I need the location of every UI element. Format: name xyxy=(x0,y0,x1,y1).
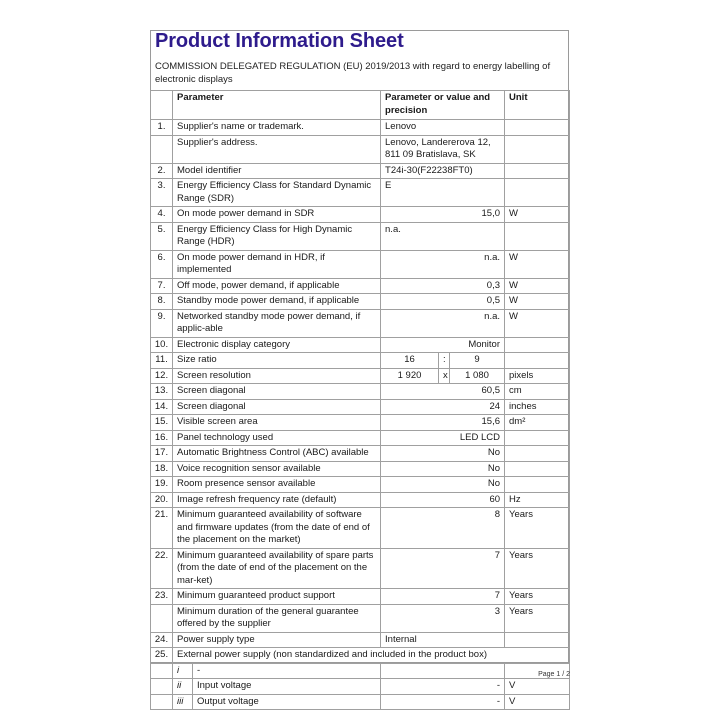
row-unit: Years xyxy=(505,589,570,605)
row-parameter: Networked standby mode power demand, if applic-able xyxy=(173,309,381,337)
row-parameter: Screen diagonal xyxy=(173,399,381,415)
table-row xyxy=(151,278,570,294)
table-row xyxy=(151,492,570,508)
row-number: 8. xyxy=(151,294,173,310)
sub-item-numeral: ii xyxy=(173,679,193,695)
row-unit: W xyxy=(505,294,570,310)
table-row xyxy=(151,415,570,431)
row-number: 1. xyxy=(151,120,173,136)
row-unit xyxy=(505,179,570,207)
page-number: Page 1 / 2 xyxy=(538,671,570,678)
row-parameter: Supplier's address. xyxy=(173,135,381,163)
table-row xyxy=(151,250,570,278)
table-row xyxy=(151,399,570,415)
row-number: 25. xyxy=(151,648,173,664)
row-value: n.a. xyxy=(381,250,505,278)
table-row xyxy=(151,430,570,446)
row-number: 22. xyxy=(151,548,173,589)
row-parameter: Screen resolution xyxy=(173,368,381,384)
row-value: Monitor xyxy=(381,337,505,353)
row-parameter: Voice recognition sensor available xyxy=(173,461,381,477)
ratio-separator: : xyxy=(439,353,450,369)
row-unit xyxy=(505,477,570,493)
row-parameter: Energy Efficiency Class for Standard Dynamic Range (SDR) xyxy=(173,179,381,207)
row-unit: V xyxy=(505,679,570,695)
row-parameter: Minimum guaranteed availability of spare parts (from the date of end of the placement on the mar-ket) xyxy=(173,548,381,589)
row-unit: Hz xyxy=(505,492,570,508)
table-row xyxy=(151,384,570,400)
table-row xyxy=(151,604,570,632)
row-number: 13. xyxy=(151,384,173,400)
row-unit xyxy=(505,461,570,477)
row-unit xyxy=(505,446,570,462)
row-value: No xyxy=(381,477,505,493)
row-value: LED LCD xyxy=(381,430,505,446)
header-value: Parameter or value and precision xyxy=(381,91,505,120)
row-number: 19. xyxy=(151,477,173,493)
row-parameter: Automatic Brightness Control (ABC) available xyxy=(173,446,381,462)
table-row xyxy=(151,222,570,250)
row-number: 21. xyxy=(151,508,173,549)
row-parameter: - xyxy=(193,663,381,679)
table-row xyxy=(151,120,570,136)
row-value: 8 xyxy=(381,508,505,549)
row-parameter: Minimum duration of the general guarantee offered by the supplier xyxy=(173,604,381,632)
row-parameter: Image refresh frequency rate (default) xyxy=(173,492,381,508)
row-unit: Years xyxy=(505,548,570,589)
row-unit xyxy=(505,135,570,163)
table-row xyxy=(151,446,570,462)
row-number: 12. xyxy=(151,368,173,384)
row-number: 5. xyxy=(151,222,173,250)
row-number: 20. xyxy=(151,492,173,508)
table-row xyxy=(151,207,570,223)
row-unit: Years xyxy=(505,508,570,549)
row-parameter: Supplier's name or trademark. xyxy=(173,120,381,136)
row-value: 15,0 xyxy=(381,207,505,223)
row-number: 14. xyxy=(151,399,173,415)
row-value: 7 xyxy=(381,589,505,605)
row-unit: cm xyxy=(505,384,570,400)
row-number: 24. xyxy=(151,632,173,648)
row-number: 4. xyxy=(151,207,173,223)
row-parameter: On mode power demand in HDR, if implemented xyxy=(173,250,381,278)
row-value: 7 xyxy=(381,548,505,589)
row-parameter: Power supply type xyxy=(173,632,381,648)
row-unit xyxy=(505,632,570,648)
table-row xyxy=(151,589,570,605)
row-unit: V xyxy=(505,694,570,710)
row-unit: W xyxy=(505,309,570,337)
table-row xyxy=(151,461,570,477)
table-row xyxy=(151,135,570,163)
row-value: Internal xyxy=(381,632,505,648)
row-unit xyxy=(505,430,570,446)
row-parameter: On mode power demand in SDR xyxy=(173,207,381,223)
row-value: 0,3 xyxy=(381,278,505,294)
table-row xyxy=(151,353,570,369)
row-parameter: Room presence sensor available xyxy=(173,477,381,493)
table-row xyxy=(151,632,570,648)
row-value: Lenovo, Landererova 12, 811 09 Bratislava, SK xyxy=(381,135,505,163)
row-unit: W xyxy=(505,207,570,223)
resolution-separator: x xyxy=(439,368,450,384)
row-number xyxy=(151,679,173,695)
row-value: 0,5 xyxy=(381,294,505,310)
table-row xyxy=(151,679,570,695)
row-parameter: External power supply (non standardized and included in the product box) xyxy=(173,648,570,664)
row-unit xyxy=(505,353,570,369)
table-row xyxy=(151,548,570,589)
row-value: 24 xyxy=(381,399,505,415)
row-parameter: Input voltage xyxy=(193,679,381,695)
row-value: - xyxy=(381,694,505,710)
table-row xyxy=(151,663,570,679)
header-unit: Unit xyxy=(505,91,570,120)
table-row xyxy=(151,309,570,337)
row-parameter: Screen diagonal xyxy=(173,384,381,400)
table-row xyxy=(151,163,570,179)
row-parameter: Visible screen area xyxy=(173,415,381,431)
table-row xyxy=(151,294,570,310)
table-row xyxy=(151,508,570,549)
header-parameter: Parameter xyxy=(173,91,381,120)
ratio-height: 9 xyxy=(450,353,505,369)
row-value: 15,6 xyxy=(381,415,505,431)
row-parameter: Energy Efficiency Class for High Dynamic Range (HDR) xyxy=(173,222,381,250)
row-value xyxy=(381,663,505,679)
row-unit: inches xyxy=(505,399,570,415)
page-title: Product Information Sheet xyxy=(155,30,404,52)
row-unit xyxy=(505,222,570,250)
row-value: n.a. xyxy=(381,309,505,337)
row-value: n.a. xyxy=(381,222,505,250)
row-value: 60 xyxy=(381,492,505,508)
row-number: 2. xyxy=(151,163,173,179)
row-unit: Years xyxy=(505,604,570,632)
table-header-row xyxy=(151,91,570,120)
row-unit: W xyxy=(505,278,570,294)
row-parameter: Minimum guaranteed product support xyxy=(173,589,381,605)
row-unit xyxy=(505,120,570,136)
row-parameter: Off mode, power demand, if applicable xyxy=(173,278,381,294)
row-number: 16. xyxy=(151,430,173,446)
row-number xyxy=(151,604,173,632)
row-number: 18. xyxy=(151,461,173,477)
row-number: 10. xyxy=(151,337,173,353)
row-number: 3. xyxy=(151,179,173,207)
row-parameter: Size ratio xyxy=(173,353,381,369)
product-info-table xyxy=(150,90,570,710)
resolution-width: 1 920 xyxy=(381,368,439,384)
row-number: 15. xyxy=(151,415,173,431)
row-parameter: Model identifier xyxy=(173,163,381,179)
table-row xyxy=(151,337,570,353)
row-parameter: Minimum guaranteed availability of software and firmware updates (from the date of end of the placement on the market) xyxy=(173,508,381,549)
row-value: No xyxy=(381,461,505,477)
row-unit xyxy=(505,337,570,353)
ratio-width: 16 xyxy=(381,353,439,369)
table-row xyxy=(151,368,570,384)
row-number: 17. xyxy=(151,446,173,462)
row-value: 60,5 xyxy=(381,384,505,400)
row-number: 7. xyxy=(151,278,173,294)
row-number xyxy=(151,694,173,710)
row-value: No xyxy=(381,446,505,462)
table-row xyxy=(151,179,570,207)
row-unit: pixels xyxy=(505,368,570,384)
sub-item-numeral: i xyxy=(173,663,193,679)
row-number: 9. xyxy=(151,309,173,337)
resolution-height: 1 080 xyxy=(450,368,505,384)
row-value: T24i-30(F22238FT0) xyxy=(381,163,505,179)
row-number: 11. xyxy=(151,353,173,369)
row-unit xyxy=(505,163,570,179)
row-value: E xyxy=(381,179,505,207)
row-parameter: Standby mode power demand, if applicable xyxy=(173,294,381,310)
row-parameter: Electronic display category xyxy=(173,337,381,353)
row-number xyxy=(151,663,173,679)
table-row xyxy=(151,694,570,710)
row-unit: W xyxy=(505,250,570,278)
row-value: 3 xyxy=(381,604,505,632)
table-row xyxy=(151,648,570,664)
row-parameter: Panel technology used xyxy=(173,430,381,446)
row-value: - xyxy=(381,679,505,695)
page-subtitle: COMMISSION DELEGATED REGULATION (EU) 2019/2013 with regard to energy labelling of electronic displays xyxy=(155,61,551,85)
sub-item-numeral: iii xyxy=(173,694,193,710)
row-parameter: Output voltage xyxy=(193,694,381,710)
row-unit: dm² xyxy=(505,415,570,431)
row-number: 23. xyxy=(151,589,173,605)
row-value: Lenovo xyxy=(381,120,505,136)
row-number xyxy=(151,135,173,163)
table-row xyxy=(151,477,570,493)
row-number: 6. xyxy=(151,250,173,278)
header-num-cell xyxy=(151,91,173,120)
